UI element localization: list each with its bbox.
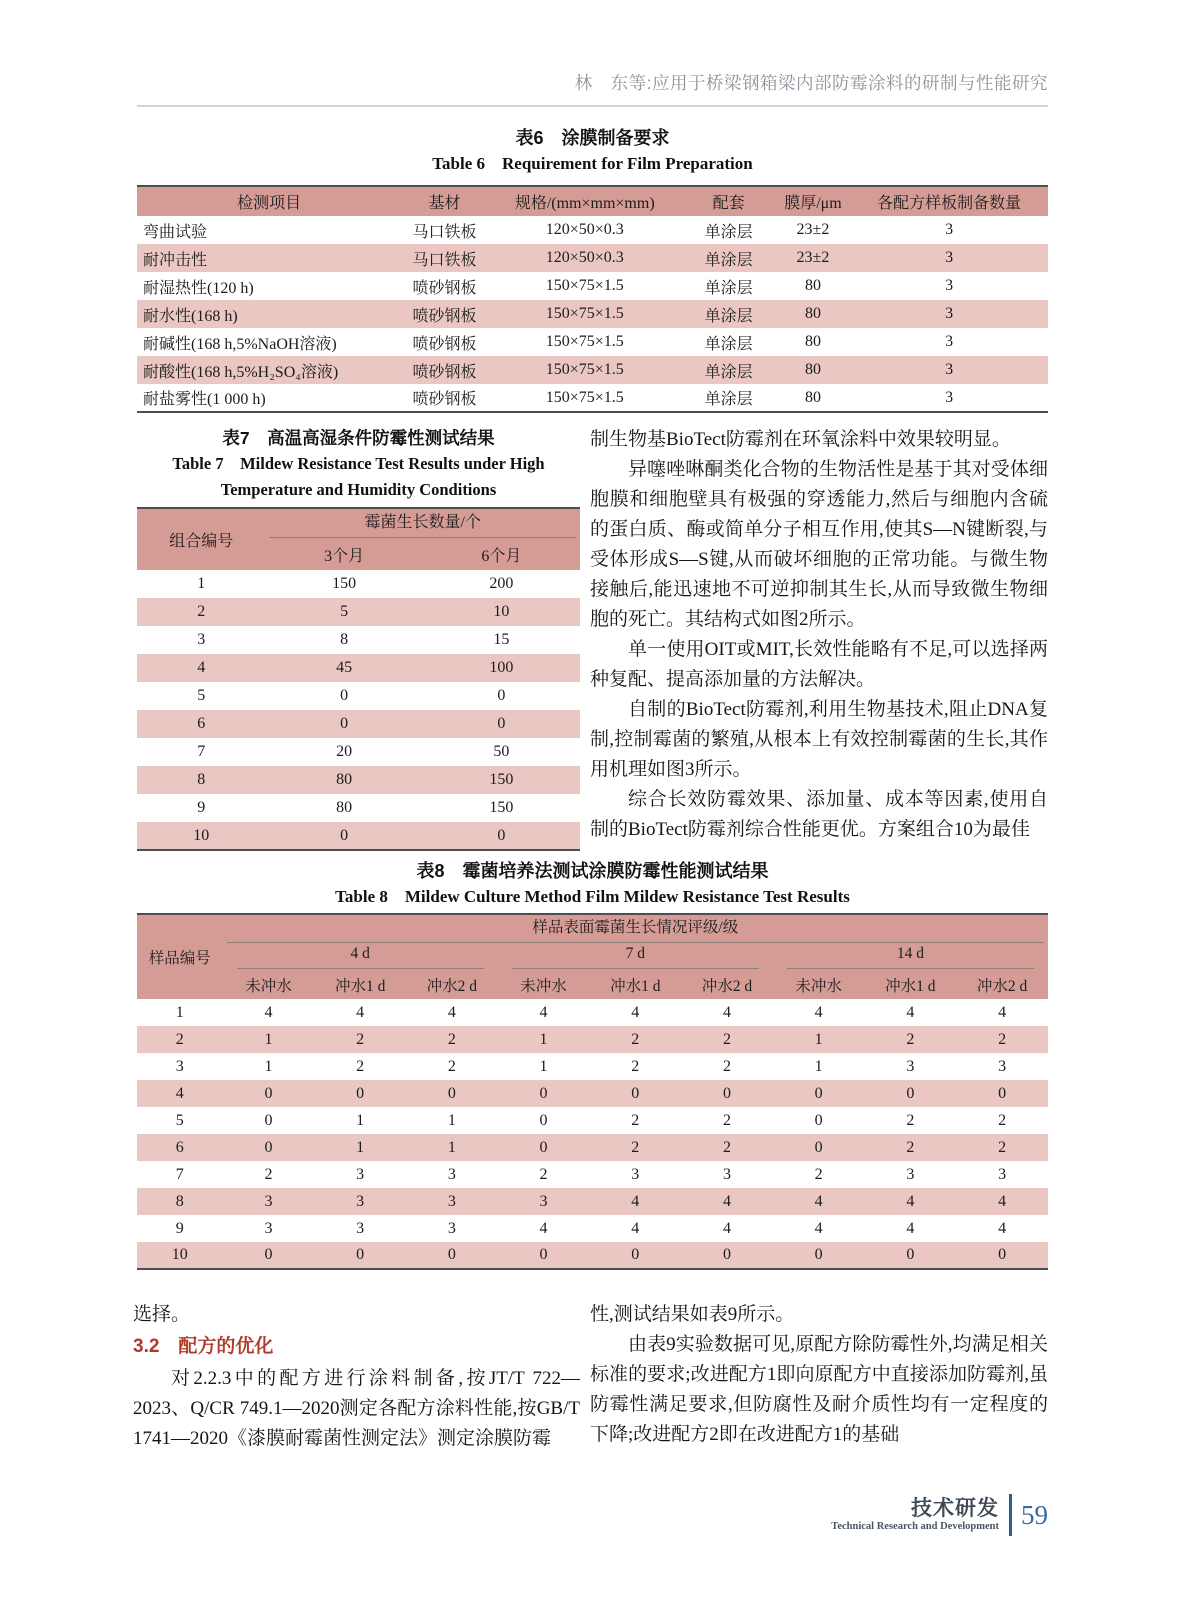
paragraph: 制生物基BioTect防霉剂在环氧涂料中效果较明显。 xyxy=(590,429,1011,450)
table-header-row xyxy=(137,971,1048,999)
table-cell: 喷砂钢板 xyxy=(412,279,477,297)
table-cell: 2 xyxy=(631,1057,640,1075)
table-cell: 2 xyxy=(447,1057,456,1075)
table-cell: 0 xyxy=(814,1138,823,1156)
table-row xyxy=(137,570,580,598)
table-cell: 0 xyxy=(497,715,506,732)
table-cell: 120×50×0.3 xyxy=(545,249,624,266)
table-cell: 2 xyxy=(356,1030,365,1048)
table-cell: 100 xyxy=(489,659,514,676)
table-cell: 2 xyxy=(722,1111,731,1129)
table-cell: 150×75×1.5 xyxy=(545,361,624,378)
column-header: 冲水1 d xyxy=(865,971,957,999)
table-cell: 1 xyxy=(539,1057,548,1075)
table-cell: 马口铁板 xyxy=(412,251,477,269)
paragraph: 由表9实验数据可见,原配方除防霉性外,均满足相关标准的要求;改进配方1即向原配方中直接添加防霉剂,虽防霉性满足要求,但防腐性及耐介质性均有一定程度的下降;改进配方2即在改进配方1的基础 xyxy=(590,1334,1048,1445)
table-cell: 2 xyxy=(447,1030,456,1048)
paragraph: 自制的BioTect防霉剂,利用生物基技术,阻止DNA复制,控制霉菌的繁殖,从根本上有效控制霉菌的生长,其作用机理如图3所示。 xyxy=(590,699,1048,780)
paragraph: 综合长效防霉效果、添加量、成本等因素,使用自制的BioTect防霉剂综合性能更优。方案组合10为最佳 xyxy=(590,789,1048,840)
table-cell: 80 xyxy=(336,799,353,816)
table-cell: 0 xyxy=(447,1084,456,1102)
bottom-columns xyxy=(133,1300,1048,1454)
table-row xyxy=(137,766,580,794)
table-cell: 8 xyxy=(175,1192,184,1210)
table-cell: 4 xyxy=(814,1192,823,1210)
table-cell: 2 xyxy=(722,1057,731,1075)
table-cell: 3 xyxy=(197,631,206,648)
table-cell: 4 xyxy=(175,1084,184,1102)
table-cell: 4 xyxy=(906,1003,915,1021)
column-group-header: 7 d xyxy=(498,943,773,971)
table-cell: 3 xyxy=(998,1057,1007,1075)
table-row xyxy=(137,300,1048,328)
table-cell: 3 xyxy=(356,1219,365,1237)
table-cell: 单涂层 xyxy=(704,251,753,269)
table-row xyxy=(137,626,580,654)
column-header: 样品编号 xyxy=(137,914,223,999)
table-cell: 2 xyxy=(356,1057,365,1075)
page-number: 59 xyxy=(1021,1500,1048,1530)
table-cell: 喷砂钢板 xyxy=(412,391,477,408)
table-row xyxy=(137,384,1048,412)
table-cell: 马口铁板 xyxy=(412,223,477,241)
table-cell: 23±2 xyxy=(796,249,830,266)
table-cell: 2 xyxy=(998,1111,1007,1129)
table-cell: 3 xyxy=(447,1165,456,1183)
table-cell: 4 xyxy=(631,1219,640,1237)
table-cell: 80 xyxy=(804,388,821,406)
table-cell: 0 xyxy=(497,687,506,704)
column-header: 6个月 xyxy=(423,538,580,570)
left-text-column xyxy=(133,1300,580,1454)
table-cell: 0 xyxy=(906,1084,915,1102)
table-cell: 6 xyxy=(197,715,206,732)
table-cell: 3 xyxy=(264,1219,273,1237)
table-cell: 0 xyxy=(340,826,349,844)
table-cell: 4 xyxy=(722,1219,731,1237)
table-cell: 单涂层 xyxy=(704,279,753,297)
column-header: 冲水1 d xyxy=(314,971,406,999)
column-group-header: 霉菌生长数量/个 xyxy=(265,508,580,538)
table-cell: 8 xyxy=(197,771,206,788)
section-heading: 3.2 配方的优化 xyxy=(133,1336,274,1357)
table-cell: 2 xyxy=(906,1030,915,1048)
table-cell: 0 xyxy=(814,1246,823,1263)
table-cell: 5 xyxy=(197,687,206,704)
header-rule xyxy=(137,105,1048,107)
middle-columns xyxy=(137,425,1048,851)
table-cell: 3 xyxy=(945,305,954,322)
table-cell: 2 xyxy=(722,1138,731,1156)
table-cell: 喷砂钢板 xyxy=(412,363,477,381)
table-cell: 2 xyxy=(906,1138,915,1156)
column-group-header: 样品表面霉菌生长情况评级/级 xyxy=(223,914,1048,943)
table-cell: 0 xyxy=(998,1084,1007,1102)
page-footer xyxy=(137,1494,1048,1536)
table-cell: 5 xyxy=(340,603,349,620)
table-cell: 10 xyxy=(193,826,210,844)
table-cell: 1 xyxy=(356,1138,365,1156)
column-header: 检测项目 xyxy=(137,186,401,216)
table-cell: 150×75×1.5 xyxy=(545,333,624,350)
table-cell: 8 xyxy=(340,631,349,648)
table-header-row xyxy=(137,508,580,538)
table8-section xyxy=(137,858,1048,1270)
right-text-column-bottom xyxy=(590,1300,1048,1454)
table-cell: 单涂层 xyxy=(704,335,753,353)
table-header-row xyxy=(137,186,1048,216)
paragraph: 异噻唑啉酮类化合物的生物活性是基于其对受体细胞膜和细胞壁具有极强的穿透能力,然后与细胞内含硫的蛋白质、酶或简单分子相互作用,使其S—N键断裂,与受体形成S—S键,从而破坏细胞的正常功能。与微生物接触后,能迅速地不可逆抑制其生长,从而导致微生物细胞的死亡。其结构式如图2所示。 xyxy=(590,459,1048,630)
table6-title-cn: 表6 涂膜制备要求 xyxy=(515,128,670,148)
column-header: 膜厚/μm xyxy=(776,186,851,216)
table8-title-cn: 表8 霉菌培养法测试涂膜防霉性能测试结果 xyxy=(416,861,769,881)
table-cell: 3 xyxy=(447,1192,456,1210)
table-cell: 80 xyxy=(804,305,821,322)
table-cell: 0 xyxy=(906,1246,915,1263)
table-row xyxy=(137,738,580,766)
table6-title-en: Table 6 Requirement for Film Preparation xyxy=(432,154,753,173)
table-cell: 6 xyxy=(175,1138,184,1156)
table-cell: 耐湿热性(120 h) xyxy=(143,279,254,297)
table-cell: 3 xyxy=(945,249,954,266)
table-cell: 耐水性(168 h) xyxy=(143,307,238,325)
table-cell: 1 xyxy=(447,1138,456,1156)
table-cell: 2 xyxy=(814,1165,823,1183)
table-row xyxy=(137,1107,1048,1134)
table-row xyxy=(137,1215,1048,1242)
table-cell: 0 xyxy=(340,715,349,732)
table-cell: 4 xyxy=(264,1003,273,1021)
column-header: 未冲水 xyxy=(498,971,590,999)
table-cell: 3 xyxy=(175,1057,184,1075)
table-cell: 单涂层 xyxy=(704,307,753,325)
table-cell: 1 xyxy=(539,1030,548,1048)
table-cell: 4 xyxy=(356,1003,365,1021)
column-group-header: 14 d xyxy=(773,943,1048,971)
table-cell: 4 xyxy=(722,1003,731,1021)
table-cell: 2 xyxy=(631,1138,640,1156)
table-cell: 耐冲击性 xyxy=(143,251,208,269)
table-cell: 耐碱性(168 h,5%NaOH溶液) xyxy=(143,335,337,353)
table-cell: 喷砂钢板 xyxy=(412,335,477,353)
table-cell: 3 xyxy=(998,1165,1007,1183)
table-cell: 150×75×1.5 xyxy=(545,277,624,294)
table-cell: 150×75×1.5 xyxy=(545,388,624,406)
table-row xyxy=(137,822,580,850)
table-cell: 2 xyxy=(906,1111,915,1129)
table-cell: 4 xyxy=(539,1219,548,1237)
table-cell: 0 xyxy=(722,1246,731,1263)
table6-section xyxy=(137,125,1048,413)
table-cell: 3 xyxy=(945,221,954,238)
table-cell: 7 xyxy=(175,1165,184,1183)
table-cell: 3 xyxy=(906,1057,915,1075)
table-cell: 2 xyxy=(998,1030,1007,1048)
table-row xyxy=(137,654,580,682)
table-cell: 80 xyxy=(804,333,821,350)
paragraph: 单一使用OIT或MIT,长效性能略有不足,可以选择两种复配、提高添加量的方法解决。 xyxy=(590,639,1048,690)
table-cell: 单涂层 xyxy=(704,223,753,241)
table-cell: 9 xyxy=(175,1219,184,1237)
table-cell: 喷砂钢板 xyxy=(412,307,477,325)
table-cell: 9 xyxy=(197,799,206,816)
table-cell: 200 xyxy=(489,575,514,592)
table-cell: 4 xyxy=(631,1192,640,1210)
table-cell: 150 xyxy=(332,575,357,592)
table-cell: 120×50×0.3 xyxy=(545,221,624,238)
table-cell: 4 xyxy=(722,1192,731,1210)
footer-section-cn: 技术研发 xyxy=(911,1496,999,1520)
table-cell: 3 xyxy=(631,1165,640,1183)
table-cell: 2 xyxy=(722,1030,731,1048)
table-cell: 0 xyxy=(264,1084,273,1102)
table-cell: 0 xyxy=(264,1138,273,1156)
table-cell: 2 xyxy=(197,603,206,620)
table-cell: 0 xyxy=(722,1084,731,1102)
table-cell: 4 xyxy=(906,1192,915,1210)
table-cell: 150×75×1.5 xyxy=(545,305,624,322)
table-cell: 0 xyxy=(264,1111,273,1129)
table-cell: 1 xyxy=(175,1003,184,1021)
table-row xyxy=(137,1026,1048,1053)
column-header: 冲水1 d xyxy=(589,971,681,999)
table-cell: 3 xyxy=(945,333,954,350)
table-cell: 单涂层 xyxy=(704,391,753,408)
footer-section-en: Technical Research and Development xyxy=(831,1520,999,1532)
table-row xyxy=(137,1134,1048,1161)
column-header: 基材 xyxy=(401,186,488,216)
table-cell: 0 xyxy=(539,1084,548,1102)
table-cell: 单涂层 xyxy=(704,363,753,381)
table-cell: 0 xyxy=(356,1246,365,1263)
table-cell: 0 xyxy=(539,1138,548,1156)
column-header: 冲水2 d xyxy=(406,971,498,999)
column-header: 各配方样板制备数量 xyxy=(850,186,1048,216)
paragraph: 对2.2.3中的配方进行涂料制备,按JT/T 722—2023、Q/CR 749.1—2020测定各配方涂料性能,按GB/T 1741—2020《漆膜耐霉菌性测定法》测定涂膜防霉 xyxy=(133,1368,580,1449)
table7-title-cn: 表7 高温高湿条件防霉性测试结果 xyxy=(222,428,495,448)
table7-title-en: Table 7 Mildew Resistance Test Results under High xyxy=(172,454,545,473)
column-group-header: 4 d xyxy=(223,943,498,971)
table-row xyxy=(137,1080,1048,1107)
table-cell: 3 xyxy=(264,1192,273,1210)
table-cell: 0 xyxy=(631,1084,640,1102)
column-header: 3个月 xyxy=(265,538,422,570)
table-cell: 4 xyxy=(631,1003,640,1021)
table-cell: 2 xyxy=(631,1111,640,1129)
paragraph: 选择。 xyxy=(133,1304,191,1325)
table-cell: 耐酸性(168 h,5%H₂SO₄溶液) xyxy=(143,363,339,381)
table-cell: 3 xyxy=(356,1165,365,1183)
table-cell: 2 xyxy=(998,1138,1007,1156)
table-row xyxy=(137,598,580,626)
table-row xyxy=(137,710,580,738)
table-cell: 5 xyxy=(175,1111,184,1129)
table-row xyxy=(137,682,580,710)
table-cell: 2 xyxy=(264,1165,273,1183)
table7-section xyxy=(137,425,580,851)
table-cell: 23±2 xyxy=(796,221,830,238)
running-head: 林 东等:应用于桥梁钢箱梁内部防霉涂料的研制与性能研究 xyxy=(574,73,1048,93)
mildew-culture-table xyxy=(137,913,1048,1270)
table-cell: 0 xyxy=(264,1246,273,1263)
table-row xyxy=(137,328,1048,356)
table-row xyxy=(137,794,580,822)
table-cell: 150 xyxy=(489,799,514,816)
table-cell: 1 xyxy=(447,1111,456,1129)
table-cell: 1 xyxy=(814,1057,823,1075)
footer-section-labels xyxy=(831,1497,999,1534)
table-cell: 3 xyxy=(447,1219,456,1237)
footer-divider-bar xyxy=(1009,1494,1012,1536)
table-cell: 3 xyxy=(945,277,954,294)
table-cell: 1 xyxy=(264,1057,273,1075)
table-cell: 10 xyxy=(171,1246,188,1263)
table-row xyxy=(137,1188,1048,1215)
table-cell: 4 xyxy=(814,1219,823,1237)
table7-title-en2: Temperature and Humidity Conditions xyxy=(220,480,497,499)
table-cell: 4 xyxy=(998,1003,1007,1021)
column-header: 冲水2 d xyxy=(681,971,773,999)
table-cell: 1 xyxy=(356,1111,365,1129)
column-header: 规格/(mm×mm×mm) xyxy=(488,186,682,216)
table-row xyxy=(137,1242,1048,1269)
table-cell: 0 xyxy=(447,1246,456,1263)
table-cell: 4 xyxy=(998,1219,1007,1237)
table8-title-en: Table 8 Mildew Culture Method Film Mildew Resistance Test Results xyxy=(335,887,850,906)
table-row xyxy=(137,1053,1048,1080)
table-cell: 2 xyxy=(539,1165,548,1183)
table-cell: 3 xyxy=(906,1165,915,1183)
table-header-row xyxy=(137,943,1048,971)
table-cell: 80 xyxy=(336,771,353,788)
table-cell: 3 xyxy=(722,1165,731,1183)
table-cell: 0 xyxy=(356,1084,365,1102)
table-cell: 20 xyxy=(336,743,353,760)
table-cell: 3 xyxy=(539,1192,548,1210)
table-cell: 0 xyxy=(998,1246,1007,1263)
table-cell: 1 xyxy=(264,1030,273,1048)
table-row xyxy=(137,272,1048,300)
paragraph: 性,测试结果如表9所示。 xyxy=(590,1304,795,1325)
column-header: 未冲水 xyxy=(773,971,865,999)
table-cell: 0 xyxy=(497,826,506,844)
film-preparation-table xyxy=(137,185,1048,413)
table-cell: 3 xyxy=(945,361,954,378)
table-row xyxy=(137,356,1048,384)
table-cell: 3 xyxy=(356,1192,365,1210)
right-text-column xyxy=(590,425,1048,851)
column-header: 组合编号 xyxy=(137,508,265,570)
table-row xyxy=(137,1161,1048,1188)
high-temp-humidity-table xyxy=(137,507,580,851)
table-cell: 80 xyxy=(804,277,821,294)
table-cell: 15 xyxy=(493,631,510,648)
table-cell: 0 xyxy=(814,1084,823,1102)
table-row xyxy=(137,999,1048,1026)
table-row xyxy=(137,216,1048,244)
column-header: 配套 xyxy=(682,186,776,216)
table-cell: 耐盐雾性(1 000 h) xyxy=(143,391,266,408)
table-cell: 4 xyxy=(906,1219,915,1237)
table-cell: 0 xyxy=(539,1246,548,1263)
table-cell: 0 xyxy=(340,687,349,704)
table-cell: 4 xyxy=(197,659,206,676)
table-cell: 4 xyxy=(539,1003,548,1021)
column-header: 冲水2 d xyxy=(956,971,1048,999)
table-cell: 50 xyxy=(493,743,510,760)
table-row xyxy=(137,244,1048,272)
table-cell: 45 xyxy=(336,659,353,676)
table-cell: 1 xyxy=(197,575,206,592)
table-cell: 3 xyxy=(945,388,954,406)
column-header: 未冲水 xyxy=(223,971,315,999)
table-cell: 0 xyxy=(631,1246,640,1263)
table-cell: 弯曲试验 xyxy=(143,223,208,241)
table-cell: 4 xyxy=(814,1003,823,1021)
table-cell: 80 xyxy=(804,361,821,378)
table-cell: 4 xyxy=(998,1192,1007,1210)
table-cell: 2 xyxy=(175,1030,184,1048)
table-cell: 10 xyxy=(493,603,510,620)
table-cell: 150 xyxy=(489,771,514,788)
table-header-row xyxy=(137,914,1048,943)
table-cell: 2 xyxy=(631,1030,640,1048)
table-cell: 4 xyxy=(447,1003,456,1021)
table-cell: 0 xyxy=(814,1111,823,1129)
table-cell: 0 xyxy=(539,1111,548,1129)
table-cell: 1 xyxy=(814,1030,823,1048)
table-cell: 7 xyxy=(197,743,206,760)
